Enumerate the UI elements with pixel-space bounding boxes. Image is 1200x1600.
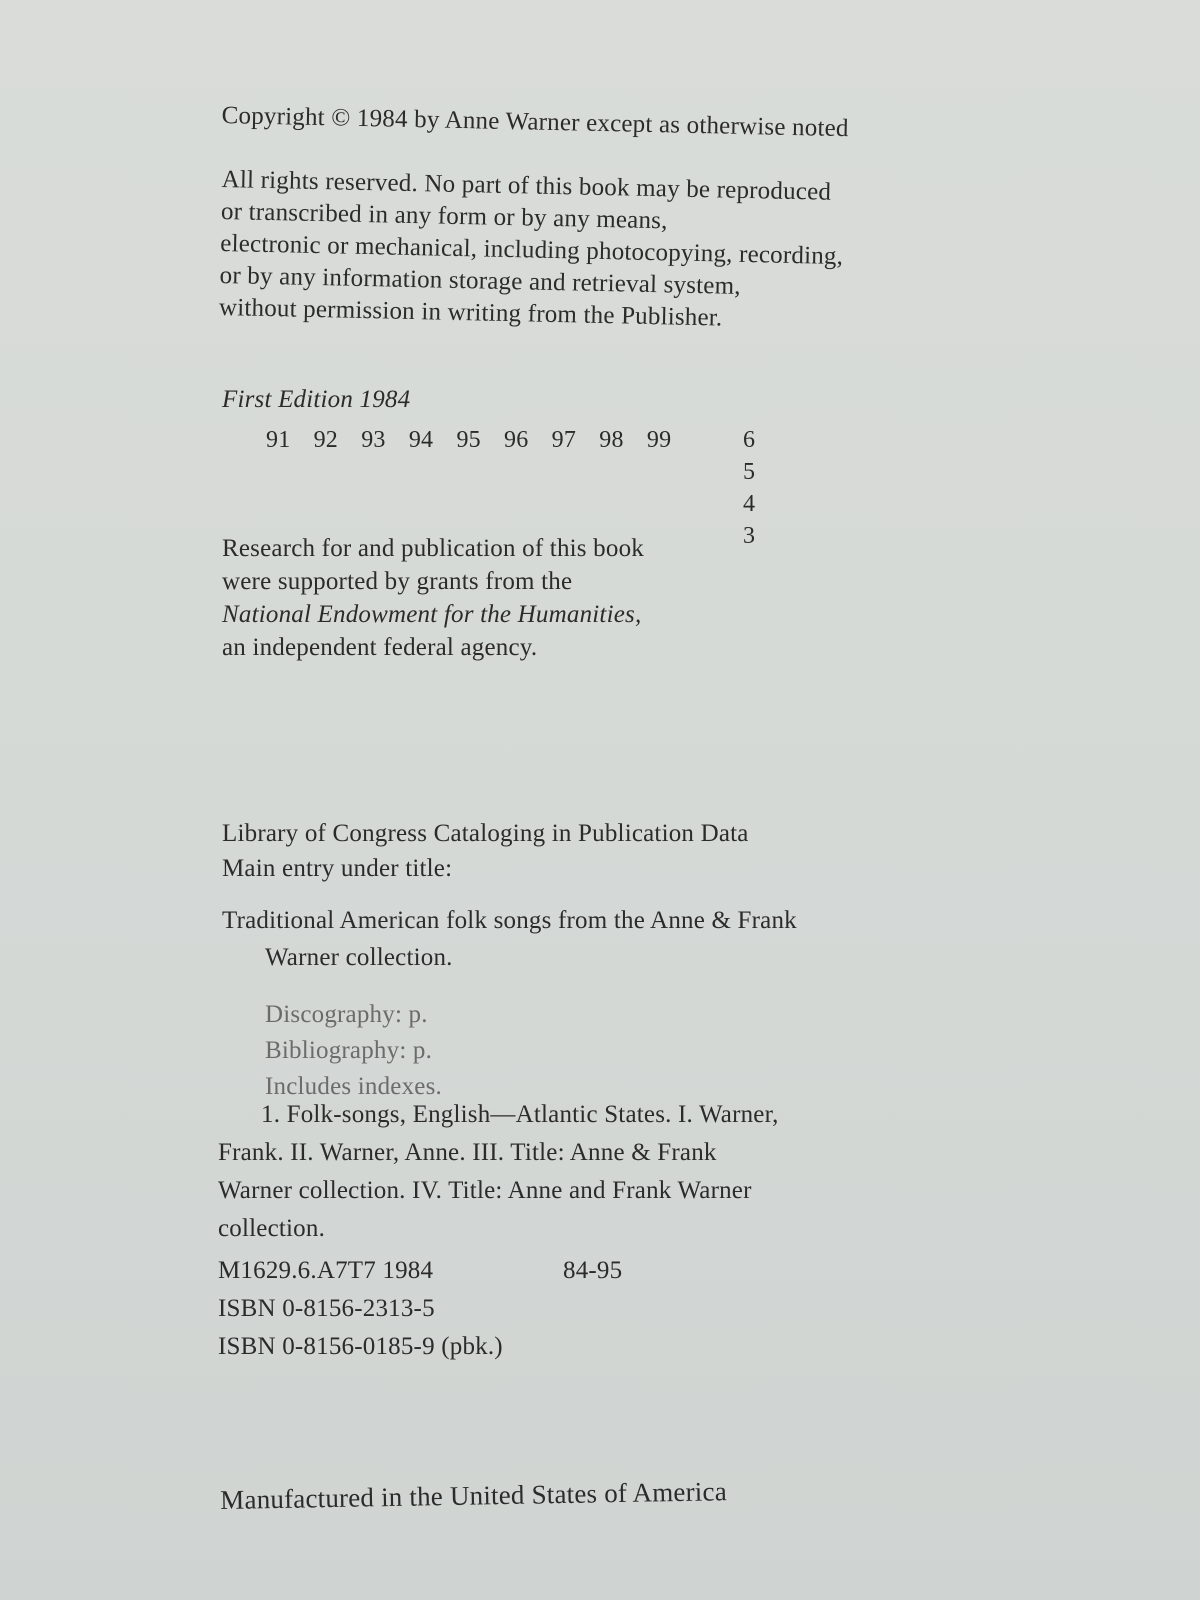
printing-year: 98 <box>599 427 624 453</box>
printing-line <box>266 424 756 549</box>
cip-note: Includes indexes. <box>265 1073 442 1100</box>
cip-subjects <box>218 1096 898 1248</box>
printing-year: 95 <box>456 427 481 453</box>
printing-run: 4 <box>743 491 756 517</box>
printing-run: 5 <box>743 459 756 485</box>
edition-statement <box>222 384 410 416</box>
cip-note: Bibliography: p. <box>265 1037 433 1064</box>
printing-year: 97 <box>551 427 577 453</box>
cip-heading: Library of Congress Cataloging in Publication Data <box>222 820 749 847</box>
cip-subject-line: Frank. II. Warner, Anne. III. Title: Anne & Frank <box>218 1139 717 1166</box>
isbn-paperback: ISBN 0-8156-0185-9 (pbk.) <box>218 1333 503 1360</box>
funding-statement <box>222 532 644 664</box>
printing-year: 92 <box>313 427 339 453</box>
funding-line: an independent federal agency. <box>222 634 538 661</box>
rights-statement <box>219 164 922 339</box>
funding-agency: National Endowment for the Humanities, <box>222 601 642 628</box>
cip-title-line: Warner collection. <box>265 944 453 971</box>
cip-main-entry: Main entry under title: <box>222 855 453 882</box>
printing-year: 93 <box>361 427 386 453</box>
isbn-hardcover: ISBN 0-8156-2313-5 <box>218 1295 435 1322</box>
cip-title-line: Traditional American folk songs from the Anne & Frank <box>222 907 797 934</box>
funding-line: Research for and publication of this book <box>222 535 644 562</box>
printing-run: 6 <box>743 427 756 453</box>
rights-line: or by any information storage and retrieval system, <box>219 261 742 300</box>
cip-title-block <box>222 902 797 976</box>
rights-line: without permission in writing from the Publisher. <box>218 293 723 332</box>
funding-line: were supported by grants from the <box>222 568 573 595</box>
cip-heading-block <box>222 816 749 886</box>
printing-year: 94 <box>408 427 434 453</box>
cip-subject-line: 1. Folk-songs, English—Atlantic States. I. Warner, <box>261 1101 779 1128</box>
cip-classification <box>218 1252 622 1366</box>
copyright-notice <box>221 100 922 147</box>
lccn: 84-95 <box>563 1257 623 1284</box>
printing-runs <box>743 424 767 552</box>
edition-line: First Edition 1984 <box>222 386 411 413</box>
cip-note: Discography: p. <box>265 1001 428 1028</box>
printing-run: 3 <box>743 523 756 549</box>
copyright-line: Copyright © 1984 by Anne Warner except as otherwise noted <box>221 101 849 143</box>
rights-line: All rights reserved. No part of this book may be reproduced <box>221 165 832 206</box>
printing-years <box>266 427 688 453</box>
printing-year: 96 <box>504 427 529 453</box>
cip-subject-line: collection. <box>218 1215 326 1242</box>
rights-line: or transcribed in any form or by any means, <box>220 197 668 235</box>
call-number: M1629.6.A7T7 1984 <box>218 1257 434 1284</box>
cip-subject-line: Warner collection. IV. Title: Anne and Frank Warner <box>218 1177 752 1204</box>
manufactured-line: Manufactured in the United States of America <box>220 1476 728 1515</box>
printing-year: 91 <box>266 427 291 453</box>
cip-call-line <box>218 1252 622 1290</box>
manufacture-statement <box>220 1475 727 1516</box>
rights-line: electronic or mechanical, including photocopying, recording, <box>220 229 844 271</box>
cip-notes <box>222 997 442 1105</box>
printing-year: 99 <box>646 427 672 453</box>
